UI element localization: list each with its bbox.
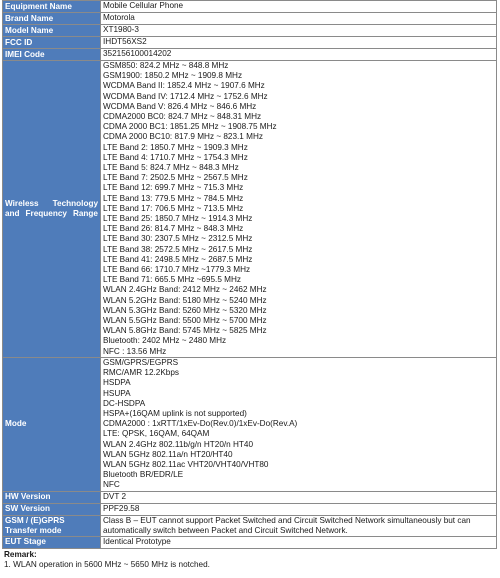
frequency-range-line: LTE Band 30: 2307.5 MHz ~ 2312.5 MHz — [103, 234, 253, 244]
gsm-transfer-mode-value — [101, 515, 497, 536]
mode-line: DC-HSDPA — [103, 398, 146, 408]
mode-line: HSDPA — [103, 378, 131, 388]
gsm-transfer-mode-label-line2: Transfer mode — [5, 525, 62, 535]
frequency-range-line: CDMA 2000 BC1: 1851.25 MHz ~ 1908.75 MHz — [103, 122, 277, 132]
frequency-range-line: WLAN 5.3GHz Band: 5260 MHz ~ 5320 MHz — [103, 305, 267, 315]
specification-sheet — [2, 0, 497, 571]
mode-line: LTE: QPSK, 16QAM, 64QAM — [103, 429, 210, 439]
frequency-range-line: WLAN 5.2GHz Band: 5180 MHz ~ 5240 MHz — [103, 295, 267, 305]
mode-line: CDMA2000 : 1xRTT/1xEv-Do(Rev.0)/1xEv-Do(Rev.A) — [103, 419, 298, 429]
frequency-range-line: LTE Band 38: 2572.5 MHz ~ 2617.5 MHz — [103, 244, 253, 254]
frequency-range-line: WCDMA Band V: 826.4 MHz ~ 846.6 MHz — [103, 101, 257, 111]
mode-line: WLAN 5GHz 802.11ac VHT20/VHT40/VHT80 — [103, 459, 269, 469]
table-row — [3, 13, 497, 25]
eut-stage-label: EUT Stage — [3, 536, 101, 548]
frequency-range-line: WLAN 2.4GHz Band: 2412 MHz ~ 2462 MHz — [103, 285, 267, 295]
remark-section — [2, 549, 497, 571]
hw-version-label: HW Version — [3, 491, 101, 503]
mode-line: WLAN 2.4GHz 802.11b/g/n HT20/n HT40 — [103, 439, 254, 449]
frequency-range-line: LTE Band 41: 2498.5 MHz ~ 2687.5 MHz — [103, 254, 253, 264]
imei-code-value: 352156100014202 — [101, 49, 497, 61]
frequency-range-line: WCDMA Band II: 1852.4 MHz ~ 1907.6 MHz — [103, 81, 265, 91]
frequency-range-line: LTE Band 2: 1850.7 MHz ~ 1909.3 MHz — [103, 142, 248, 152]
hw-version-value: DVT 2 — [101, 491, 497, 503]
frequency-range-line: LTE Band 7: 2502.5 MHz ~ 2567.5 MHz — [103, 173, 248, 183]
wireless-technology-label-line1: Wireless Technology — [5, 198, 98, 208]
frequency-range-line: WLAN 5.5GHz Band: 5500 MHz ~ 5700 MHz — [103, 316, 267, 326]
wireless-technology-label — [3, 61, 101, 358]
equipment-spec-table — [2, 0, 497, 549]
mode-label: Mode — [3, 357, 101, 491]
frequency-range-list — [101, 61, 497, 358]
brand-name-label: Brand Name — [3, 13, 101, 25]
frequency-range-line: LTE Band 26: 814.7 MHz ~ 848.3 MHz — [103, 224, 244, 234]
wireless-technology-label-line2: and Frequency Range — [5, 208, 98, 218]
brand-name-value: Motorola — [101, 13, 497, 25]
frequency-range-line: CDMA 2000 BC10: 817.9 MHz ~ 823.1 MHz — [103, 132, 263, 142]
table-row — [3, 491, 497, 503]
frequency-range-line: Bluetooth: 2402 MHz ~ 2480 MHz — [103, 336, 227, 346]
sw-version-label: SW Version — [3, 503, 101, 515]
imei-code-label: IMEI Code — [3, 49, 101, 61]
remark-item: 1. WLAN operation in 5600 MHz ~ 5650 MHz is notched. — [4, 560, 210, 570]
table-row — [3, 357, 497, 491]
table-row — [3, 515, 497, 536]
equipment-name-label: Equipment Name — [3, 1, 101, 13]
frequency-range-line: LTE Band 17: 706.5 MHz ~ 713.5 MHz — [103, 203, 244, 213]
fcc-id-label: FCC ID — [3, 37, 101, 49]
table-row — [3, 49, 497, 61]
table-row — [3, 536, 497, 548]
table-row — [3, 1, 497, 13]
table-row — [3, 61, 497, 358]
frequency-range-line: NFC : 13.56 MHz — [103, 346, 167, 356]
model-name-value: XT1980-3 — [101, 25, 497, 37]
frequency-range-line: GSM850: 824.2 MHz ~ 848.8 MHz — [103, 61, 229, 70]
frequency-range-line: LTE Band 12: 699.7 MHz ~ 715.3 MHz — [103, 183, 244, 193]
frequency-range-line: LTE Band 4: 1710.7 MHz ~ 1754.3 MHz — [103, 152, 248, 162]
mode-line: HSUPA — [103, 388, 131, 398]
frequency-range-line: WLAN 5.8GHz Band: 5745 MHz ~ 5825 MHz — [103, 326, 267, 336]
table-row — [3, 503, 497, 515]
table-row — [3, 37, 497, 49]
frequency-range-line: WCDMA Band IV: 1712.4 MHz ~ 1752.6 MHz — [103, 91, 268, 101]
frequency-range-line: LTE Band 71: 665.5 MHz ~695.5 MHz — [103, 275, 241, 285]
frequency-range-line: GSM1900: 1850.2 MHz ~ 1909.8 MHz — [103, 71, 243, 81]
model-name-label: Model Name — [3, 25, 101, 37]
frequency-range-line: LTE Band 13: 779.5 MHz ~ 784.5 MHz — [103, 193, 244, 203]
mode-line: WLAN 5GHz 802.11a/n HT20/HT40 — [103, 449, 233, 459]
frequency-range-line: LTE Band 66: 1710.7 MHz ~1779.3 MHz — [103, 265, 251, 275]
fcc-id-value: IHDT56XS2 — [101, 37, 497, 49]
table-row — [3, 25, 497, 37]
frequency-range-line: CDMA2000 BC0: 824.7 MHz ~ 848.31 MHz — [103, 112, 262, 122]
mode-line: NFC — [103, 480, 120, 490]
eut-stage-value: Identical Prototype — [101, 536, 497, 548]
sw-version-value: PPF29.58 — [101, 503, 497, 515]
frequency-range-line: LTE Band 25: 1850.7 MHz ~ 1914.3 MHz — [103, 214, 253, 224]
gsm-transfer-mode-label-line1: GSM / (E)GPRS — [5, 515, 65, 525]
mode-line: RMC/AMR 12.2Kbps — [103, 368, 179, 378]
gsm-transfer-mode-label — [3, 515, 101, 536]
equipment-name-value: Mobile Cellular Phone — [101, 1, 497, 13]
mode-line: HSPA+(16QAM uplink is not supported) — [103, 408, 247, 418]
remark-title: Remark: — [4, 549, 37, 559]
mode-line: Bluetooth BR/EDR/LE — [103, 470, 184, 480]
mode-line: GSM/GPRS/EGPRS — [103, 357, 179, 367]
mode-list — [101, 357, 497, 491]
gsm-transfer-mode-text: Class B – EUT cannot support Packet Switched and Circuit Switched Network simultaneously but can automatically switch between Packet and Circuit Switched Network. — [103, 515, 471, 535]
frequency-range-line: LTE Band 5: 824.7 MHz ~ 848.3 MHz — [103, 163, 239, 173]
